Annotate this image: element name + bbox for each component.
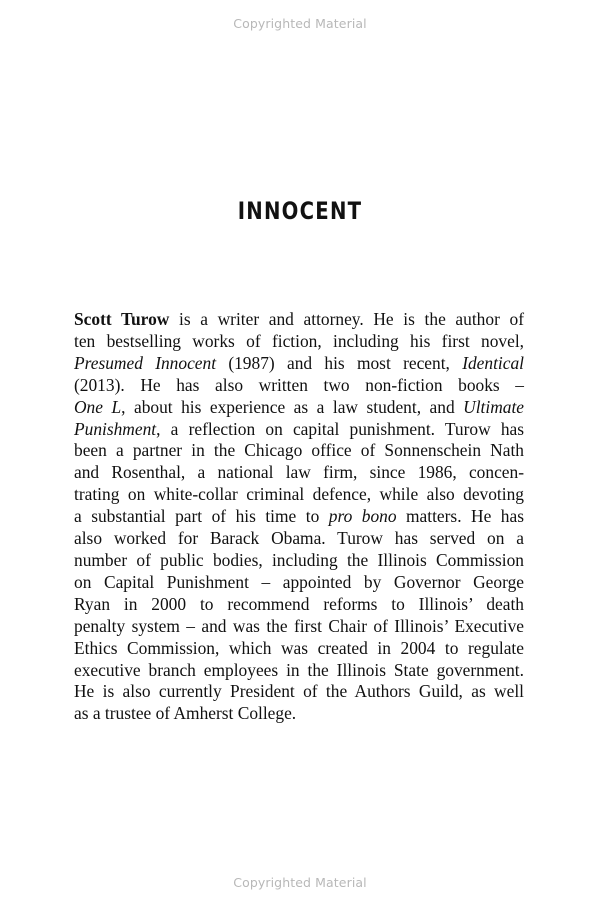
bio-text: executive branch employees in the Illinois State government.: [74, 659, 524, 680]
italic-title: Identical: [462, 352, 524, 373]
bio-text: on Capital Punishment – appointed by Governor George: [74, 571, 524, 592]
bio-text: ten bestselling works of fiction, including his first novel,: [74, 330, 524, 351]
bio-text: , a reflection on capital punishment. Turow has: [156, 418, 524, 439]
bio-line: [74, 528, 524, 550]
bio-line: [74, 594, 524, 616]
bio-line: [74, 616, 524, 638]
bio-line: [74, 353, 524, 375]
bio-text: matters. He has: [396, 506, 524, 527]
italic-title: Punishment: [74, 418, 157, 439]
bio-text: number of public bodies, including the Illinois Commission: [74, 549, 524, 570]
bio-line: [74, 703, 524, 725]
copyright-watermark-bottom: Copyrighted Material: [233, 875, 367, 890]
bio-text: Ethics Commission, which was created in 2004 to regulate: [74, 637, 524, 658]
bio-text: He is also currently President of the Authors Guild, as well: [74, 681, 524, 702]
author-name: Scott Turow: [74, 309, 170, 329]
bio-line: [74, 506, 524, 528]
bio-line: [74, 309, 524, 331]
bio-text: trating on white-collar criminal defence, while also devoting: [74, 484, 524, 505]
bio-line: [74, 375, 524, 397]
italic-title: Ultimate: [463, 396, 524, 417]
bio-line: [74, 681, 524, 703]
bio-text: (1987) and his most recent,: [216, 352, 463, 373]
bio-text: Ryan in 2000 to recommend reforms to Illinois’ death: [74, 593, 524, 614]
bio-text: , about his experience as a law student, and: [121, 396, 464, 417]
bio-line: [74, 484, 524, 506]
bio-line: [74, 397, 524, 419]
bio-line: [74, 638, 524, 660]
bio-line: [74, 440, 524, 462]
bio-line: [74, 550, 524, 572]
bio-line: [74, 419, 524, 441]
author-biography: [74, 309, 524, 725]
bio-text: also worked for Barack Obama. Turow has served on a: [74, 528, 524, 549]
bio-text: been a partner in the Chicago office of Sonnenschein Nath: [74, 440, 524, 461]
bio-line: [74, 660, 524, 682]
book-title: INNOCENT: [237, 197, 363, 225]
bio-text: penalty system – and was the first Chair of Illinois’ Executive: [74, 615, 524, 636]
bio-text: is a writer and attorney. He is the author of: [169, 309, 524, 329]
bio-text: a substantial part of his time to: [74, 506, 329, 527]
bio-line: [74, 572, 524, 594]
bio-text: and Rosenthal, a national law firm, since 1986, concen-: [74, 462, 524, 483]
copyright-watermark-top: Copyrighted Material: [233, 16, 367, 31]
italic-title: One L: [74, 396, 122, 417]
bio-text: (2013). He has also written two non-fiction books –: [74, 374, 524, 395]
bio-line: [74, 331, 524, 353]
italic-title: Presumed Innocent: [74, 352, 217, 373]
bio-text: as a trustee of Amherst College.: [74, 703, 297, 724]
bio-line: [74, 462, 524, 484]
italic-title: pro bono: [328, 506, 397, 527]
